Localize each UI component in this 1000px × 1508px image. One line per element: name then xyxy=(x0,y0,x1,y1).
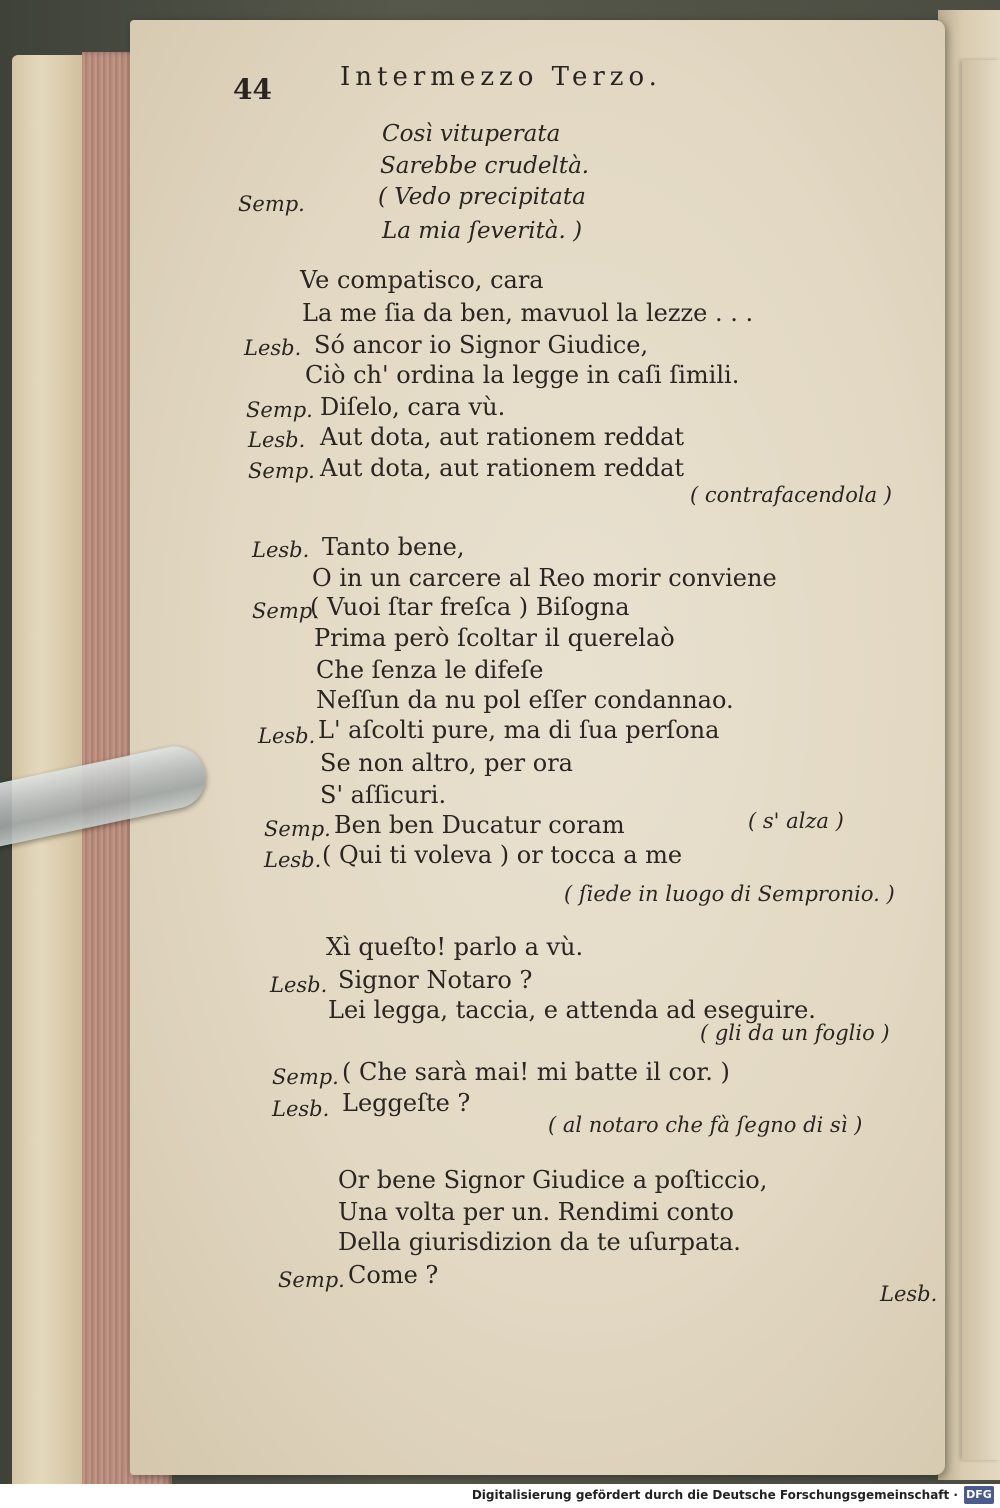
verse-line: Ben ben Ducatur coram xyxy=(334,811,625,839)
verse-line: Só ancor io Signor Giudice, xyxy=(314,331,649,359)
verse-line: Così vituperata xyxy=(382,121,561,147)
stage-direction: ( s' alza ) xyxy=(748,809,844,833)
footer-credit: Digitalisierung gefördert durch die Deutsche Forschungsgemeinschaft · xyxy=(471,1488,958,1502)
speaker-label: Semp. xyxy=(264,817,331,841)
page-number: 44 xyxy=(233,73,272,106)
verse-line: ( Vedo precipitata xyxy=(378,184,586,210)
running-header xyxy=(340,64,662,90)
verse-line: Neſſun da nu pol eſſer condannao. xyxy=(316,686,734,714)
verse-line: ( Qui ti voleva ) or tocca a me xyxy=(322,841,683,869)
verse-line: Tanto bene, xyxy=(322,533,465,561)
speaker-label: Lesb. xyxy=(248,428,306,452)
dfg-logo: DFG xyxy=(964,1486,994,1504)
verse-line: Come ? xyxy=(348,1261,439,1289)
stage-direction: ( gli da un foglio ) xyxy=(700,1021,890,1045)
verse-line: Diſelo, cara vù. xyxy=(320,393,506,421)
verse-line: Aut dota, aut rationem reddat xyxy=(320,454,685,482)
verse-line: Xì queſto! parlo a vù. xyxy=(326,933,584,961)
speaker-label: Lesb. xyxy=(264,848,322,872)
verse-line: S' aſſicuri. xyxy=(320,781,447,809)
verse-line: ( Vuoi ſtar freſca ) Biſogna xyxy=(310,593,630,621)
speaker-label: Semp. xyxy=(252,599,319,623)
speaker-label: Semp. xyxy=(238,192,305,216)
running-header-text: Intermezzo Terzo. xyxy=(340,62,662,92)
facing-page xyxy=(962,60,1000,1460)
speaker-label: Semp. xyxy=(246,398,313,422)
speaker-label: Semp. xyxy=(278,1268,345,1292)
verse-line: Lei legga, taccia, e attenda ad eseguire. xyxy=(328,996,816,1024)
verse-line: Signor Notaro ? xyxy=(338,966,533,994)
speaker-label: Lesb. xyxy=(252,538,310,562)
speaker-label: Semp. xyxy=(272,1065,339,1089)
stage-direction: ( al notaro che fà ſegno di sì ) xyxy=(548,1113,863,1137)
speaker-label: Semp. xyxy=(248,459,315,483)
verse-line: L' aſcolti pure, ma di ſua perſona xyxy=(318,716,720,744)
speaker-label: Lesb. xyxy=(270,973,328,997)
verse-line: La mia ſeverità. ) xyxy=(382,218,583,244)
footer-bar xyxy=(0,1484,1000,1508)
verse-line: ( Che sarà mai! mi batte il cor. ) xyxy=(342,1058,730,1086)
verse-line: Se non altro, per ora xyxy=(320,749,573,777)
verse-line: Sarebbe crudeltà. xyxy=(380,153,590,179)
verse-line: Che ſenza le difeſe xyxy=(316,656,544,684)
stage-direction: ( ſiede in luogo di Sempronio. ) xyxy=(564,882,895,906)
book-page xyxy=(130,20,945,1475)
verse-line: Ve compatisco, cara xyxy=(300,266,544,294)
verse-line: Della giurisdizion da te uſurpata. xyxy=(338,1228,741,1256)
verse-line: Una volta per un. Rendimi conto xyxy=(338,1198,734,1226)
stage-direction: ( contrafacendola ) xyxy=(690,483,892,507)
verse-line: La me ſia da ben, mavuol la lezze . . . xyxy=(302,299,754,327)
verse-line: O in un carcere al Reo morir conviene xyxy=(312,564,777,592)
verse-line: Ciò ch' ordina la legge in caſi ſimili. xyxy=(305,361,740,389)
verse-line: Leggeſte ? xyxy=(342,1089,471,1117)
verse-line: Or bene Signor Giudice a poſticcio, xyxy=(338,1166,768,1194)
speaker-label: Lesb. xyxy=(244,336,302,360)
verse-line: Aut dota, aut rationem reddat xyxy=(320,423,685,451)
speaker-label: Lesb. xyxy=(258,724,316,748)
speaker-label: Lesb. xyxy=(272,1097,330,1121)
catchword: Lesb. xyxy=(880,1282,938,1306)
verse-line: Prima però ſcoltar il querelaò xyxy=(314,624,675,652)
